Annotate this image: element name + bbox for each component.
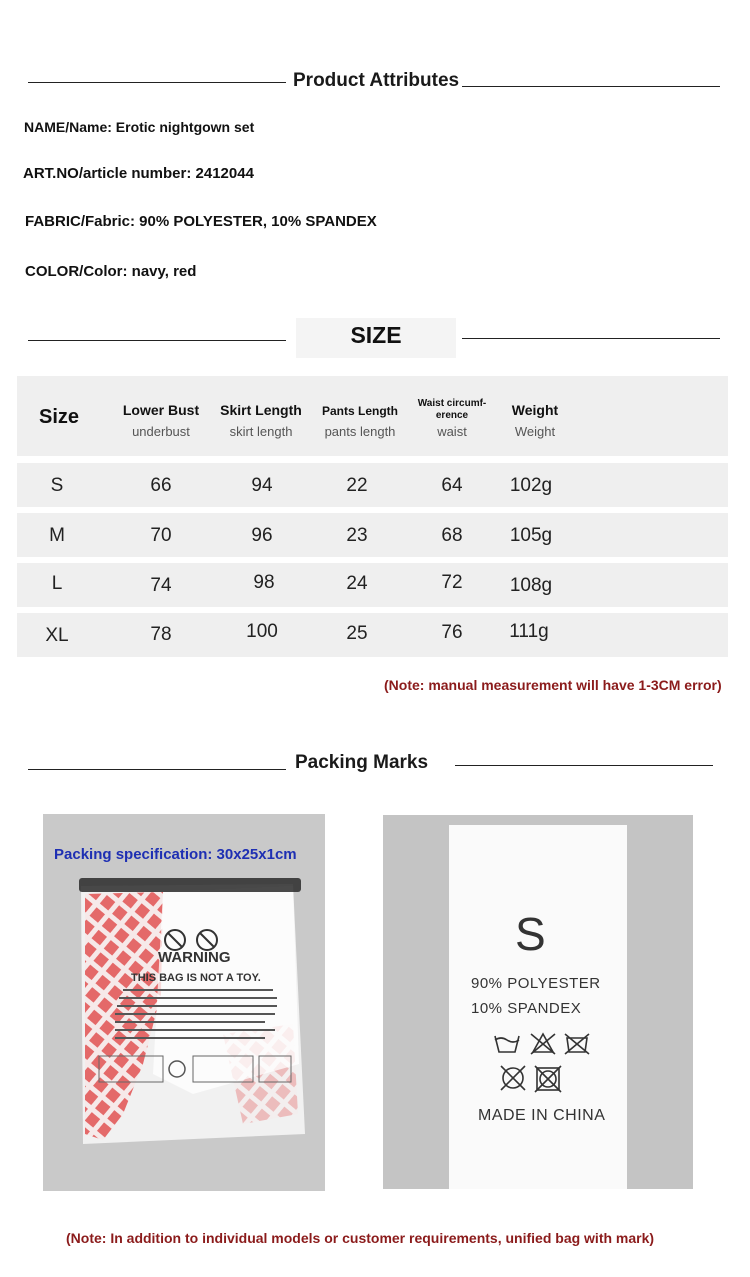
care-symbols-icon [491, 1030, 601, 1094]
packing-marks-title: Packing Marks [295, 752, 429, 773]
header-waist-sub: waist [437, 424, 467, 439]
cell-weight: 105g [509, 525, 553, 546]
cell-pants-length: 25 [346, 623, 368, 644]
header-waist: Waist circumf- erence [417, 398, 487, 421]
cell-pants-length: 24 [346, 573, 368, 594]
cell-lower-bust: 74 [150, 575, 172, 596]
cell-waist: 68 [441, 525, 463, 546]
cell-weight: 108g [509, 575, 553, 596]
bag-warning-text: WARNING [158, 949, 231, 966]
header-skirt-length-sub: skirt length [229, 424, 293, 439]
measurement-note: (Note: manual measurement will have 1-3CM error) [384, 677, 722, 693]
header-pants-length: Pants Length [321, 404, 398, 418]
cell-waist: 76 [441, 622, 463, 643]
attr-color: COLOR/Color: navy, red [25, 263, 197, 280]
cell-skirt-length: 96 [251, 525, 273, 546]
header-pants-length-sub: pants length [324, 424, 396, 439]
cell-skirt-length: 94 [251, 475, 273, 496]
attr-art-no: ART.NO/article number: 2412044 [23, 165, 254, 182]
header-weight: Weight [511, 402, 559, 418]
header-skirt-length: Skirt Length [220, 402, 302, 418]
cell-lower-bust: 66 [150, 475, 172, 496]
cell-pants-length: 23 [346, 525, 368, 546]
section-rule-right [462, 86, 720, 87]
section-rule-left [28, 82, 286, 83]
packing-rule-left [28, 769, 286, 770]
packing-spec-label: Packing specification: 30x25x1cm [54, 846, 297, 863]
size-table-header [17, 376, 728, 456]
cell-waist: 64 [441, 475, 463, 496]
packing-rule-right [455, 765, 713, 766]
table-row [17, 463, 728, 507]
cell-weight: 111g [509, 621, 549, 642]
label-fabric-line2: 10% SPANDEX [471, 1000, 582, 1017]
header-size: Size [38, 406, 80, 428]
cell-size: S [50, 475, 64, 496]
cell-lower-bust: 70 [150, 525, 172, 546]
cell-skirt-length: 98 [253, 572, 275, 593]
care-label-photo [383, 815, 693, 1189]
cell-weight: 102g [509, 475, 553, 496]
cell-size: L [51, 573, 63, 594]
header-lower-bust-sub: underbust [132, 424, 190, 439]
table-row [17, 613, 728, 657]
table-row [17, 563, 728, 607]
product-attributes-title: Product Attributes [293, 70, 460, 91]
cell-lower-bust: 78 [150, 624, 172, 645]
size-rule-right [462, 338, 720, 339]
label-fabric-line1: 90% POLYESTER [471, 975, 601, 992]
label-made-in: MADE IN CHINA [478, 1107, 606, 1124]
bag-not-toy-text: THIS BAG IS NOT A TOY. [131, 972, 261, 984]
cell-pants-length: 22 [346, 475, 368, 496]
table-row [17, 513, 728, 557]
cell-size: XL [45, 625, 69, 646]
cell-skirt-length: 100 [246, 621, 278, 642]
packing-bag-photo [43, 814, 325, 1191]
cell-waist: 72 [441, 572, 463, 593]
cell-size: M [49, 525, 65, 546]
attr-fabric: FABRIC/Fabric: 90% POLYESTER, 10% SPANDEX [25, 213, 377, 230]
label-size: S [515, 908, 546, 960]
attr-name: NAME/Name: Erotic nightgown set [24, 119, 255, 135]
bag-illustration [43, 814, 325, 1191]
header-lower-bust: Lower Bust [122, 402, 200, 418]
size-title: SIZE [350, 322, 402, 348]
header-weight-sub: Weight [514, 424, 556, 439]
size-rule-left [28, 340, 286, 341]
packing-note: (Note: In addition to individual models or customer requirements, unified bag with mark) [66, 1230, 655, 1246]
